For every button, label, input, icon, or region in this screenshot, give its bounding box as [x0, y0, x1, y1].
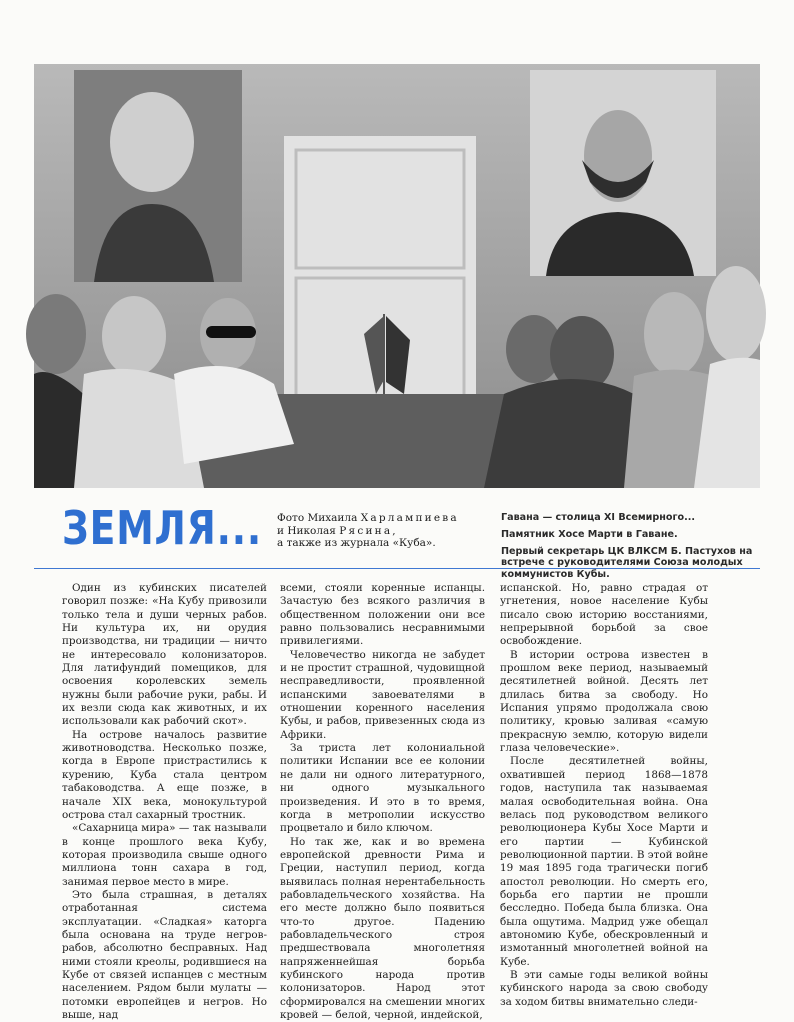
text-column-3 [500, 582, 708, 1008]
credit-line-2: и Николая [277, 524, 336, 537]
paragraph: За триста лет колониальной политики Испании все ее колонии не дали ни одного литературного, ни одного музыкального произведения. И это в то время, когда в метрополии искусство процветало и било ключом. [280, 742, 485, 835]
paragraph: Человечество никогда не забудет и не простит страшной, чудовищной несправедливости, проявленной испанскими завоевателями в отношении коренного населения Кубы, и рабов, привезенных сюда из Африки. [280, 648, 485, 741]
photo-captions [501, 512, 761, 586]
meeting-photo [34, 64, 760, 488]
paragraph: Но так же, как и во времена европейской древности Рима и Греции, наступил период, когда выявилась полная нерентабельность рабовладельческого хозяйства. На его месте должно было появиться что-то другое. Падению рабовладельческого строя предшествовала многолетняя напряженнейшая борьба кубинского народа против колонизаторов. Народ этот сформировался на смешении многих кровей — белой, черной, индейской, [280, 835, 485, 1021]
paragraph: всеми, стояли коренные испанцы. Зачастую без всякого различия в общественном положении они все равно пользовались несравнимыми привилегиями. [280, 582, 485, 648]
paragraph: На острове началось развитие животноводства. Несколько позже, когда в Европе пристрастились к курению, Куба стала центром табаководства. А еще позже, в начале XIX века, монокультурой острова стал сахарный тростник. [62, 728, 267, 821]
caption-2: Памятник Хосе Марти в Гаване. [501, 528, 678, 540]
paragraph: После десятилетней войны, охватившей период 1868—1878 годов, наступила так называемая малая освободительная война. Она велась под руководством великого революционера Кубы Хосе Марти и его партии — Кубинской революционной партии. В этой войне 19 мая 1895 года трагически погиб апостол революции. Но смерть его, борьба его партии не прошли бесследно. Победа была близка. Она была ощутима. Мадрид уже обещал автономию Кубе, обескровленный и измотанный многолетней войной на Кубе. [500, 755, 708, 968]
paragraph: испанской. Но, равно страдая от угнетения, новое население Кубы писало свою историю восстаниями, непрерывной борьбой за свое освобождение. [500, 582, 708, 648]
paragraph: В истории острова известен в прошлом веке период, называемый десятилетней войной. Десять лет длилась битва за свободу. Но Испания упрямо продолжала свою политику, кровью заливая «самую прекрасную землю, которую видели глаза человеческие». [500, 648, 708, 755]
paragraph: «Сахарница мира» — так называли в конце прошлого века Кубу, которая производила свыше одного миллиона тонн сахара в год, занимая первое место в мире. [62, 822, 267, 888]
text-column-2 [280, 582, 485, 1021]
credit-line-3: а также из журнала «Куба». [277, 537, 436, 549]
credit-name-2: Рясина, [339, 524, 398, 537]
photo-credit [277, 512, 497, 550]
article-headline: ЗЕМЛЯ... [62, 501, 263, 555]
caption-3: Первый секретарь ЦК ВЛКСМ Б. Пастухов на встрече с руководителями Союза молодых коммунистов Кубы. [501, 545, 753, 581]
text-column-1 [62, 582, 267, 1021]
paragraph: В эти самые годы великой войны кубинского народа за свою свободу за ходом битвы внимательно следи- [500, 968, 708, 1008]
paragraph: Один из кубинских писателей говорил позже: «На Кубу привозили только тела и души черных рабов. Ни культура их, ни орудия производства, ни традиции — ничто не интересовало колонизаторов. Для латифундий помещиков, для освоения королевских земель нужны были рабочие руки, рабы. И их везли сюда как животных, и их использовали как рабочий скот». [62, 582, 267, 728]
credit-name-1: Харлампиева [360, 512, 459, 524]
credit-line-1: Фото Михаила [277, 512, 358, 524]
caption-1: Гавана — столица XI Всемирного... [501, 512, 696, 523]
photo-illustration [34, 64, 760, 488]
section-divider [34, 568, 760, 569]
paragraph: Это была страшная, в деталях отработанная система эксплуатации. «Сладкая» каторга была основана на труде негров-рабов, абсолютно бесправных. Над ними стояли креолы, родившиеся на Кубе от связей испанцев с местным населением. Рядом были мулаты — потомки европейцев и негров. Но выше, над [62, 888, 267, 1021]
